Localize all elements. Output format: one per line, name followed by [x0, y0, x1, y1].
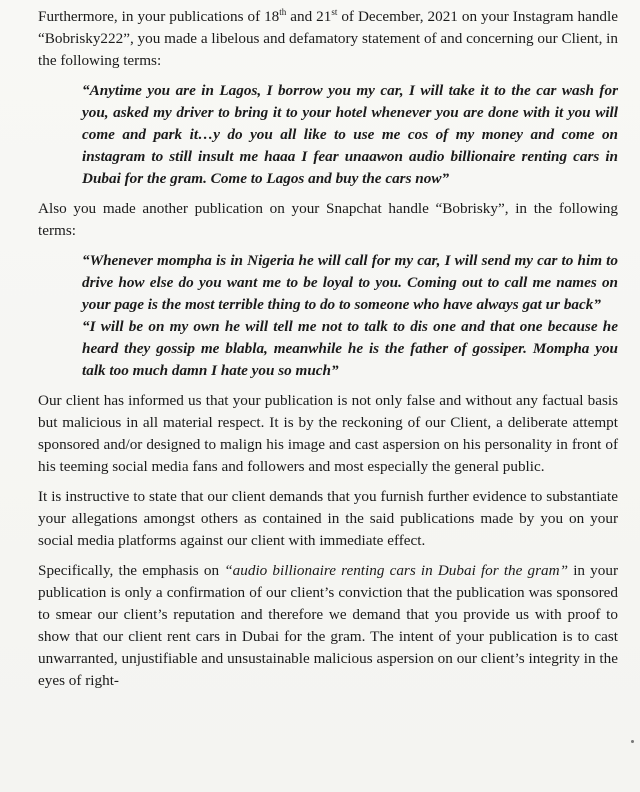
ordinal-suffix: th: [279, 6, 287, 17]
paragraph-demand-evidence: It is instructive to state that our client demands that you furnish further evidence to substantiate your allegations amongst others as contained in the said publications made by you on your social media platforms against our client with immediate effect.: [38, 488, 618, 549]
quoted-statement-instagram: “Anytime you are in Lagos, I borrow you my car, I will take it to the car wash for you, asked my driver to bring it to your hotel whenever you are done with it you will come and park it…y do you all like to use me cos of my money and come on instagram to still insult me haaa I fear unaawon audio billionaire renting cars in Dubai for the gram. Come to Lagos and buy the cars now”: [82, 82, 618, 187]
ordinal-suffix: st: [331, 6, 338, 17]
emphasized-quote: “audio billionaire renting cars in Dubai for the gram”: [224, 562, 569, 579]
paragraph-text: in your publication is only a confirmation of our client’s conviction that the publication was sponsored to smear our client’s reputation and therefore we demand that you provide us with proof to show that our client rent cars in Dubai for the gram. The intent of your publication is to cast unwarranted, unjustifiable and unsustainable malicious aspersion on our client’s integrity in the eyes of right-: [38, 562, 619, 689]
paragraph-text: Furthermore, in your publications of 18: [38, 8, 280, 25]
scan-speck: [631, 740, 634, 743]
paragraph-text: Specifically, the emphasis on: [38, 562, 225, 579]
quoted-statement-snapchat-1: “Whenever mompha is in Nigeria he will call for my car, I will send my car to him to drive how else do you want me to be loyal to you. Coming out to call me names on your page is the most terrible thing to do to someone who have always gat ur back”: [82, 252, 618, 313]
paragraph-client-informed: Our client has informed us that your publication is not only false and without any factual basis but malicious in all material respect. It is by the reckoning of our Client, a deliberate attempt sponsored and/or designed to malign his image and cast aspersion on his personality in front of his teeming social media fans and followers and most especially the general public.: [38, 392, 618, 475]
paragraph-snapchat-publication: Also you made another publication on your Snapchat handle “Bobrisky”, in the following terms:: [38, 200, 618, 239]
paragraph-text: and 21: [286, 8, 332, 25]
paragraph-specific-emphasis: [38, 560, 618, 692]
paragraph-text: of December, 2021 on your Instagram handle “Bobrisky222”, you made a libelous and defamatory statement of and concerning our Client, in the following terms:: [38, 8, 618, 69]
quoted-statement-snapchat-2: “I will be on my own he will tell me not to talk to dis one and that one because he heard they gossip me blabla, meanwhile he is the father of gossiper. Mompha you talk too much damn I hate you so much”: [82, 318, 618, 379]
paragraph-instagram-publication: [38, 6, 618, 72]
